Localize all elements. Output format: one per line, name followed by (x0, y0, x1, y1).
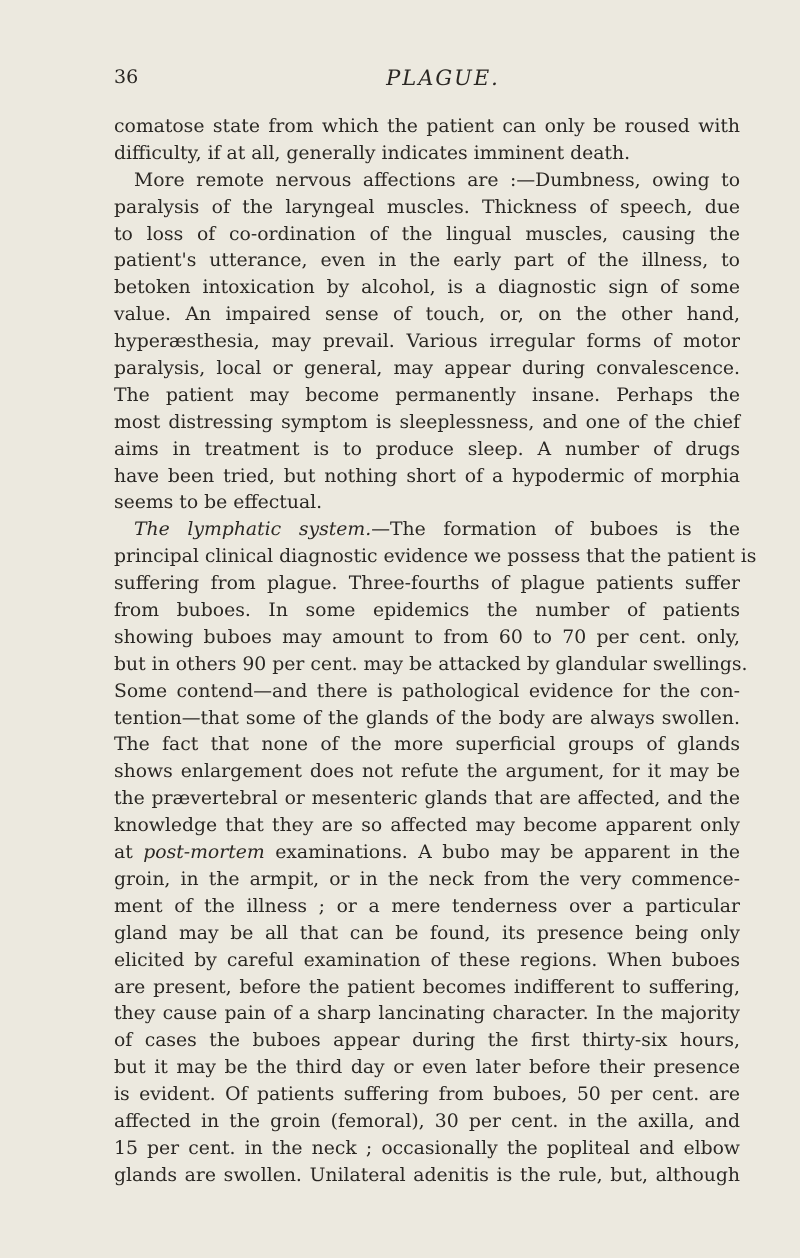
text-line: ment of the illness ; or a mere tenderness over a particular (114, 895, 740, 917)
text-line: suffering from plague. Three-fourths of plague patients suffer (114, 573, 740, 595)
text-line: elicited by careful examination of these regions. When buboes (114, 949, 740, 971)
text-line: patient's utterance, even in the early part of the illness, to (114, 250, 740, 272)
page-number: 36 (114, 66, 139, 88)
text-line: paralysis of the laryngeal muscles. Thickness of speech, due (114, 196, 740, 218)
text-line: most distressing symptom is sleeplessness, and one of the chief (114, 411, 740, 433)
text-line: is evident. Of patients suffering from buboes, 50 per cent. are (114, 1084, 740, 1106)
running-title: PLAGUE. (386, 66, 500, 90)
text-line: knowledge that they are so affected may become apparent only (114, 815, 740, 837)
text-line: paralysis, local or general, may appear during convalescence. (114, 358, 740, 380)
text-line: showing buboes may amount to from 60 to 70 per cent. only, (114, 626, 740, 648)
text-line: are present, before the patient becomes indifferent to suffering, (114, 976, 740, 998)
text-line: affected in the groin (femoral), 30 per cent. in the axilla, and (114, 1110, 740, 1132)
text-line-post-mortem: at post-mortem examinations. A bubo may be apparent in the (114, 842, 740, 864)
text-line: gland may be all that can be found, its presence being only (114, 922, 740, 944)
text-line-lymphatic-heading: The lymphatic system.—The formation of buboes is the (134, 519, 741, 541)
section-heading-lymphatic-system: The lymphatic system. (134, 519, 372, 541)
text-line: Some contend—and there is pathological evidence for the con- (114, 680, 740, 702)
text-line: they cause pain of a sharp lancinating character. In the majority (114, 1003, 740, 1025)
text-line: principal clinical diagnostic evidence we possess that the patient is (114, 546, 757, 568)
text-line: comatose state from which the patient can only be roused with (114, 116, 740, 137)
text-line: to loss of co-ordination of the lingual muscles, causing the (114, 223, 740, 245)
text-line: difficulty, if at all, generally indicates imminent death. (114, 142, 631, 164)
text-line: groin, in the armpit, or in the neck from the very commence- (114, 868, 740, 890)
text-line: from buboes. In some epidemics the number of patients (114, 600, 740, 622)
text-line: The fact that none of the more superficial groups of glands (114, 734, 740, 756)
text-line: shows enlargement does not refute the argument, for it may be (114, 761, 740, 783)
text-line: tention—that some of the glands of the body are always swollen. (114, 707, 740, 729)
body-text (114, 114, 757, 1190)
text-line: hyperæsthesia, may prevail. Various irregular forms of motor (114, 331, 740, 353)
text-line: but it may be the third day or even later before their presence (114, 1057, 740, 1079)
post-mortem-italic: post-mortem (143, 842, 265, 864)
text-line: betoken intoxication by alcohol, is a diagnostic sign of some (114, 277, 740, 299)
text-line: have been tried, but nothing short of a hypodermic of morphia (114, 465, 740, 487)
text-line: seems to be effectual. (114, 492, 323, 514)
text-line: value. An impaired sense of touch, or, on the other hand, (114, 304, 740, 326)
text-line: More remote nervous affections are :—Dumbness, owing to (134, 169, 740, 191)
text-line: The patient may become permanently insane. Perhaps the (114, 384, 740, 406)
text-line: 15 per cent. in the neck ; occasionally the popliteal and elbow (114, 1137, 740, 1159)
text-line: the prævertebral or mesenteric glands that are affected, and the (114, 788, 740, 810)
text-line: but in others 90 per cent. may be attacked by glandular swellings. (114, 653, 748, 675)
text-line: of cases the buboes appear during the first thirty-six hours, (114, 1030, 740, 1052)
page-header (114, 66, 732, 96)
text-line: aims in treatment is to produce sleep. A number of drugs (114, 438, 740, 460)
text-line: glands are swollen. Unilateral adenitis is the rule, but, although (114, 1164, 740, 1186)
